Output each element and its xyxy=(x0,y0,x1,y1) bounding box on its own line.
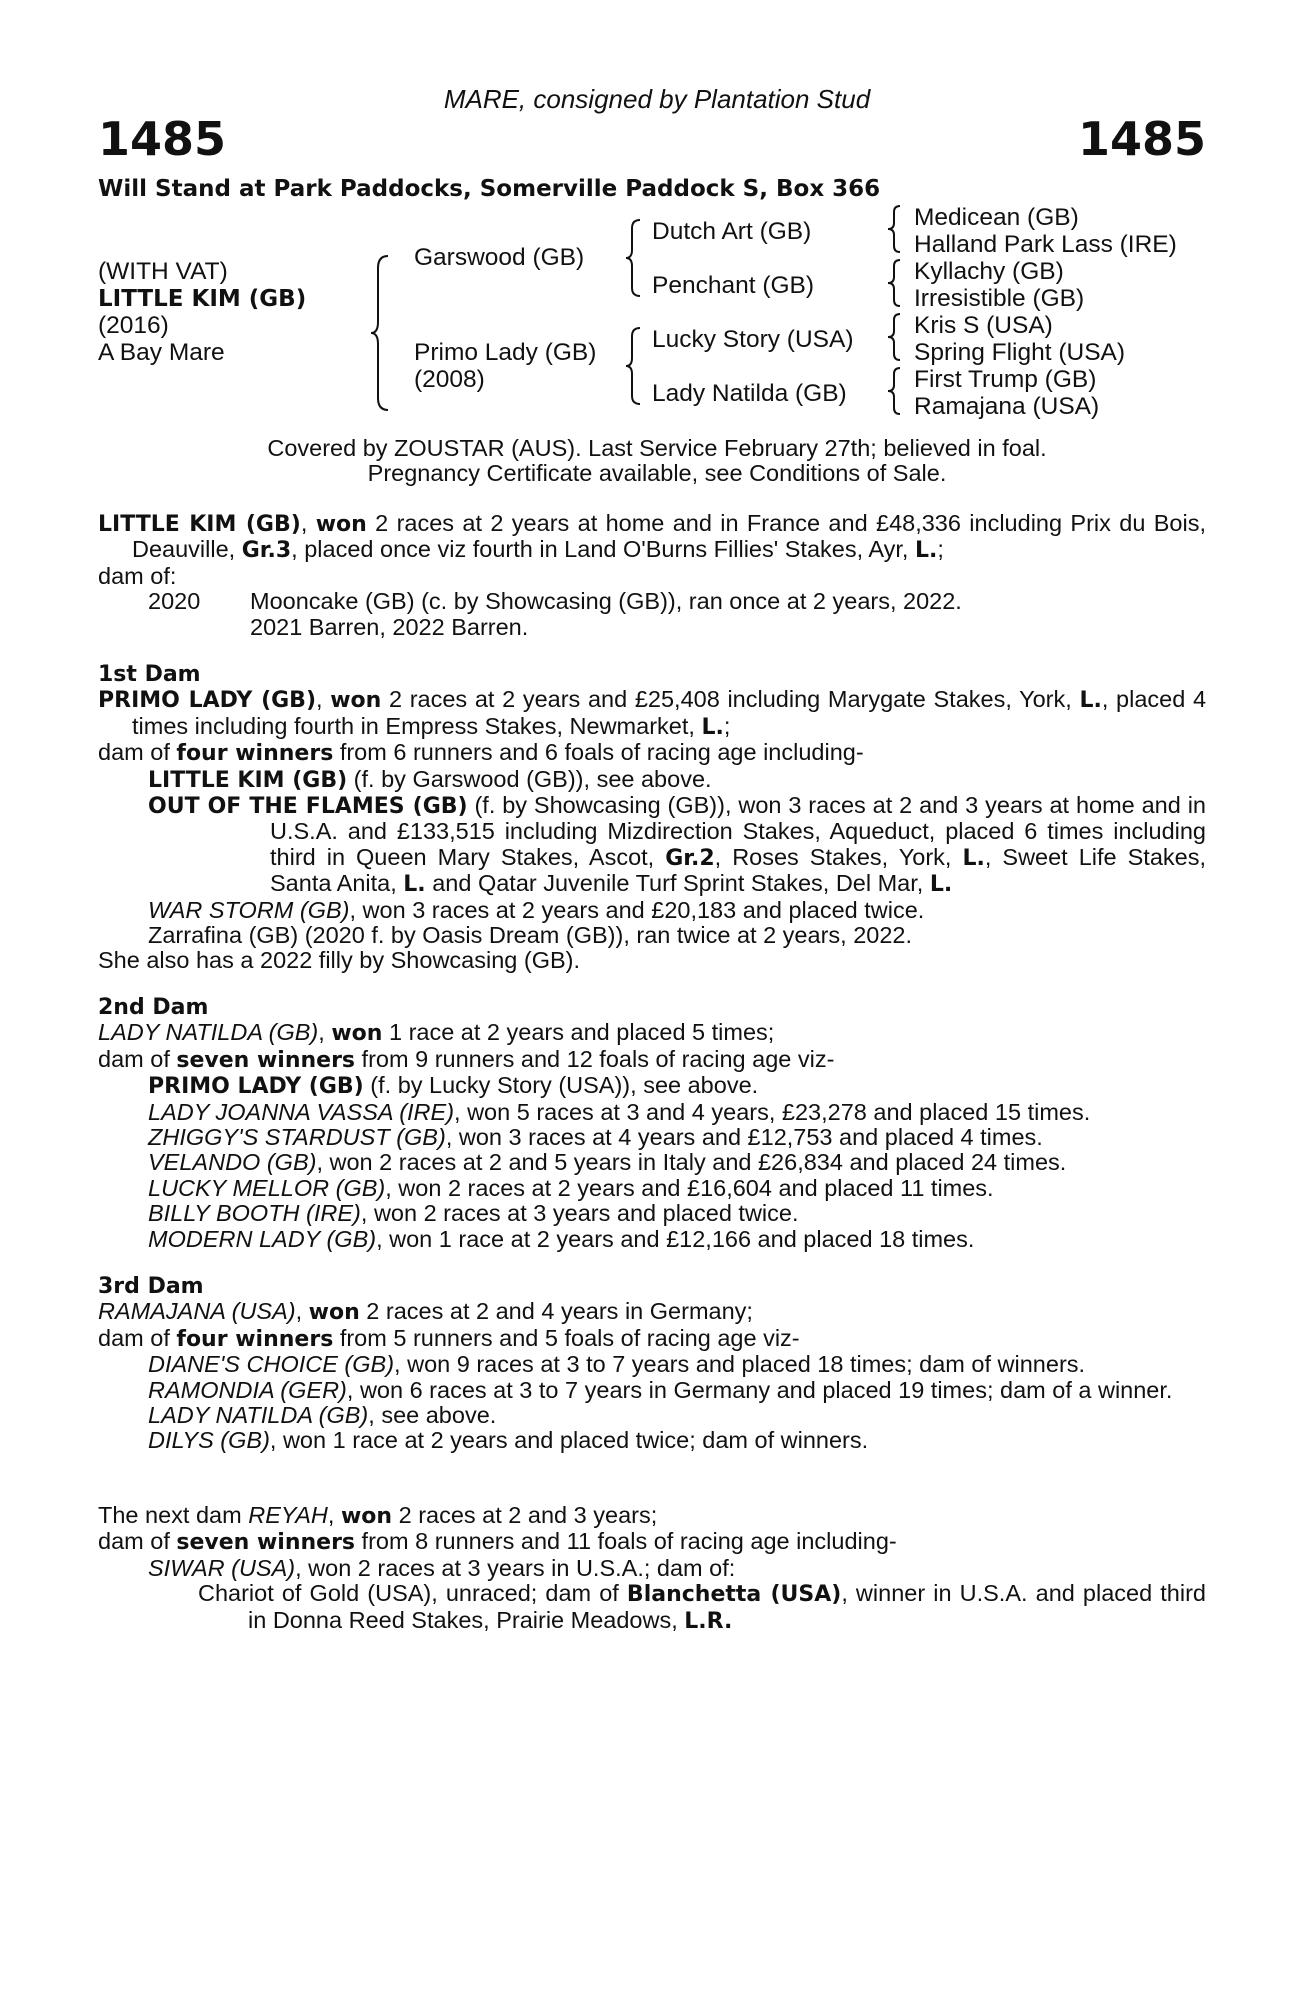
winners-count: four winners xyxy=(176,1326,334,1352)
produce-entry xyxy=(98,1176,1206,1201)
produce-entry xyxy=(98,1556,1206,1581)
produce-name: SIWAR (USA) xyxy=(148,1554,296,1581)
record-text: dam of xyxy=(98,739,177,766)
produce-2020 xyxy=(98,589,1206,614)
record-text: 1 race at 2 years and placed 5 times; xyxy=(382,1019,775,1046)
dam-name: Primo Lady (GB) xyxy=(414,339,597,366)
record-text: , placed once viz fourth in Land O'Burns Fillies' Stakes, Ayr, xyxy=(291,536,915,563)
produce-name: MODERN LADY (GB) xyxy=(148,1225,377,1252)
produce-name: BILLY BOOTH (IRE) xyxy=(148,1200,361,1227)
dam-name: RAMAJANA (USA) xyxy=(98,1298,296,1325)
stand-location: Will Stand at Park Paddocks, Somerville Paddock S, Box 366 xyxy=(98,176,881,202)
produce-entry xyxy=(98,1073,1206,1099)
produce-text: , see above. xyxy=(368,1402,497,1429)
sire-dam-dam: Irresistible (GB) xyxy=(914,285,1085,312)
sire-sire-dam: Halland Park Lass (IRE) xyxy=(914,231,1177,258)
produce-name: WAR STORM (GB) xyxy=(148,896,350,923)
produce-name: VELANDO (GB) xyxy=(148,1149,317,1176)
dam-sire-sire: Kris S (USA) xyxy=(914,312,1053,339)
produce-text: , won 2 races at 2 years and £16,604 and placed 11 times. xyxy=(385,1174,994,1201)
produce-name: RAMONDIA (GER) xyxy=(148,1376,347,1403)
listed-label: L. xyxy=(701,714,724,740)
dam-dam-dam: Ramajana (USA) xyxy=(914,393,1100,420)
produce-text: , won 2 races at 3 years in U.S.A.; dam of: xyxy=(295,1554,736,1581)
produce-entry xyxy=(98,1201,1206,1226)
produce-name: PRIMO LADY (GB) xyxy=(148,1074,364,1100)
winners-count: seven winners xyxy=(176,1047,356,1073)
record-text: from 8 runners and 11 foals of racing age including- xyxy=(355,1528,897,1555)
consigned-line: MARE, consigned by Plantation Stud xyxy=(443,84,871,114)
produce-name: LITTLE KIM (GB) xyxy=(148,767,348,793)
third-dam-record xyxy=(98,1299,1206,1325)
second-dam-produce-summary xyxy=(98,1047,1206,1073)
record-text: The next dam xyxy=(98,1502,249,1528)
record-text: 2 races at 2 and 3 years; xyxy=(392,1502,658,1528)
horse-record xyxy=(98,511,1206,640)
brace-gen1 xyxy=(368,254,392,412)
produce-entry xyxy=(98,1227,1206,1252)
brace-g3-2 xyxy=(886,258,904,308)
record-text: 2 races at 2 years and £25,408 including Marygate Stakes, York, xyxy=(381,686,1080,713)
next-dam-produce-summary xyxy=(98,1529,1206,1555)
grade-label: Gr.2 xyxy=(665,845,715,871)
produce-entry xyxy=(98,1428,1206,1453)
produce-text: and Qatar Juvenile Turf Sprint Stakes, Del Mar, xyxy=(425,870,930,897)
sire-name: Garswood (GB) xyxy=(414,244,585,271)
brace-g3-1 xyxy=(886,204,904,254)
won-label: won xyxy=(331,1021,383,1047)
produce-text: Chariot of Gold (USA), unraced; dam of xyxy=(198,1580,627,1607)
record-text: dam of xyxy=(98,1045,177,1072)
listed-label: L.R. xyxy=(684,1608,733,1634)
record-text: ; xyxy=(937,536,944,563)
dam-dam-sire: First Trump (GB) xyxy=(914,366,1097,393)
listed-label: L. xyxy=(403,872,426,898)
first-dam-produce-summary xyxy=(98,740,1206,766)
produce-entry xyxy=(98,793,1206,898)
won-label: won xyxy=(340,1504,393,1529)
dam-name: REYAH xyxy=(248,1502,328,1528)
produce-name: DIANE'S CHOICE (GB) xyxy=(148,1351,395,1378)
produce-text: , Roses Stakes, York, xyxy=(714,843,963,870)
brace-g3-4 xyxy=(886,366,904,416)
record-text: ; xyxy=(723,712,731,739)
grade-label: Gr.3 xyxy=(241,538,292,564)
produce-text: , won 2 races at 3 years and placed twice. xyxy=(360,1200,799,1227)
produce-entry xyxy=(98,767,1206,793)
produce-text: , won 3 races at 2 years and £20,183 and placed twice. xyxy=(349,896,925,923)
first-dam-record: PRIMO LADY (GB), won 2 races at 2 years and £25,408 including Marygate Stakes, York, L., placed 4 times including fourth in Empress Stakes, Newmarket, L.; xyxy=(98,686,1207,740)
listed-label: L. xyxy=(962,845,985,871)
produce-entry xyxy=(98,1100,1206,1125)
produce-year: 2020 xyxy=(148,588,201,615)
produce-entry: Zarrafina (GB) (2020 f. by Oasis Dream (GB)), ran twice at 2 years, 2022. xyxy=(148,922,913,949)
produce-name: LUCKY MELLOR (GB) xyxy=(148,1174,386,1201)
next-dam-record xyxy=(98,1503,1206,1529)
produce-entry xyxy=(98,1150,1206,1175)
cover-line-2: Pregnancy Certificate available, see Conditions of Sale. xyxy=(367,460,947,486)
produce-text: , won 1 race at 2 years and placed twice; dam of winners. xyxy=(269,1427,869,1454)
listed-label: L. xyxy=(1079,688,1102,714)
section-heading: 2nd Dam xyxy=(98,995,209,1020)
dam-of-label: dam of: xyxy=(98,562,177,589)
produce-entry xyxy=(98,1352,1206,1377)
produce-entry xyxy=(98,1125,1206,1150)
record-text: 2 races at 2 and 4 years in Germany; xyxy=(359,1298,753,1325)
record-text: from 9 runners and 12 foals of racing age viz- xyxy=(355,1045,835,1072)
second-dam-record xyxy=(98,1020,1206,1046)
dam-sire-dam: Spring Flight (USA) xyxy=(914,339,1126,366)
produce-text: , won 3 races at 4 years and £12,753 and placed 4 times. xyxy=(445,1124,1043,1151)
winners-count: four winners xyxy=(176,741,334,767)
produce-entry xyxy=(98,1581,1206,1634)
produce-text: , won 6 races at 3 to 7 years in Germany and placed 19 times; dam of a winner. xyxy=(346,1376,1173,1403)
produce-text: , Sweet Life Stakes, Santa Anita, xyxy=(270,843,1206,897)
produce-text: (f. by Lucky Story (USA)), see above. xyxy=(363,1072,759,1099)
dam-name: PRIMO LADY (GB) xyxy=(98,688,317,714)
produce-name: LADY JOANNA VASSA (IRE) xyxy=(148,1098,455,1125)
section-heading: 1st Dam xyxy=(98,662,201,687)
produce-name: OUT OF THE FLAMES (GB) xyxy=(148,794,468,820)
sire-sire: Dutch Art (GB) xyxy=(652,218,812,245)
record-text: from 6 runners and 6 foals of racing age including- xyxy=(333,739,864,766)
produce-text: , won 2 races at 2 and 5 years in Italy and £26,834 and placed 24 times. xyxy=(316,1149,1067,1176)
produce-name: LADY NATILDA (GB) xyxy=(148,1402,369,1429)
brace-g3-3 xyxy=(886,312,904,362)
horse-record-para: LITTLE KIM (GB), won 2 races at 2 years at home and in France and £48,336 including Prix du Bois, Deauville, Gr.3, placed once viz fourth in Land O'Burns Fillies' Stakes, Ayr, L.; xyxy=(98,510,1206,564)
produce-text: (f. by Showcasing (GB)), won 3 races at 2 and 3 years at home and in U.S.A. and £133,515 including Mizdirection Stakes, Aqueduct, placed 6 times including third in Queen Mary Stakes, Ascot, xyxy=(270,792,1206,870)
produce-entry-text xyxy=(148,793,1206,898)
produce-entry xyxy=(98,898,1206,923)
listed-label: L. xyxy=(929,872,953,898)
won-label: won xyxy=(315,512,367,537)
next-dam-section xyxy=(98,1503,1206,1634)
won-label: won xyxy=(308,1300,360,1326)
winners-count: seven winners xyxy=(176,1530,356,1556)
produce-text: , won 9 races at 3 to 7 years and placed 18 times; dam of winners. xyxy=(394,1351,1086,1378)
listed-label: L. xyxy=(914,538,938,564)
produce-text: , won 1 race at 2 years and £12,166 and placed 18 times. xyxy=(376,1225,975,1252)
barren-note: 2021 Barren, 2022 Barren. xyxy=(250,613,529,640)
brace-sire xyxy=(624,218,644,298)
horse-description: A Bay Mare xyxy=(98,339,225,366)
sire-dam-sire: Kyllachy (GB) xyxy=(914,258,1064,285)
record-text: , xyxy=(295,1298,309,1325)
cover-line-1: Covered by ZOUSTAR (AUS). Last Service February 27th; believed in foal. xyxy=(267,435,1047,461)
lot-number-right: 1485 xyxy=(1077,112,1206,166)
horse-record-name: LITTLE KIM (GB) xyxy=(98,512,301,537)
horse-year: (2016) xyxy=(98,312,169,339)
dam-year: (2008) xyxy=(414,366,485,393)
produce-entry xyxy=(98,1403,1206,1428)
produce-name: Blanchetta (USA) xyxy=(626,1582,842,1608)
produce-text: Mooncake (GB) (c. by Showcasing (GB)), ran once at 2 years, 2022. xyxy=(250,588,962,615)
sire-sire-sire: Medicean (GB) xyxy=(914,204,1079,231)
record-text: , xyxy=(318,1019,332,1046)
dam-dam: Lady Natilda (GB) xyxy=(652,380,847,407)
horse-name: LITTLE KIM (GB) xyxy=(98,286,307,312)
produce-text: , won 5 races at 3 and 4 years, £23,278 and placed 15 times. xyxy=(454,1098,1091,1125)
vat-note: (WITH VAT) xyxy=(98,258,228,285)
record-text: from 5 runners and 5 foals of racing age viz- xyxy=(333,1324,800,1351)
dam-sire: Lucky Story (USA) xyxy=(652,326,854,353)
produce-entry-text xyxy=(198,1581,1206,1634)
won-label: won xyxy=(330,688,382,714)
dam-name: LADY NATILDA (GB) xyxy=(98,1019,319,1046)
record-text: , xyxy=(327,1502,341,1528)
record-text: 2 races at 2 years at home and in France and £48,336 including Prix du Bois, Deauville, xyxy=(132,510,1206,563)
record-text: dam of xyxy=(98,1324,177,1351)
produce-entry-text xyxy=(148,1378,1206,1403)
record-text: , placed 4 times including fourth in Empress Stakes, Newmarket, xyxy=(132,686,1207,739)
section-heading: 3rd Dam xyxy=(98,1274,204,1299)
produce-entry xyxy=(98,1378,1206,1403)
first-dam-section xyxy=(98,662,1206,974)
third-dam-produce-summary xyxy=(98,1326,1206,1352)
lot-number-left: 1485 xyxy=(98,112,227,166)
record-text: dam of xyxy=(98,1528,177,1555)
sire-dam: Penchant (GB) xyxy=(652,272,815,299)
brace-dam xyxy=(624,326,644,406)
filly-note: She also has a 2022 filly by Showcasing (GB). xyxy=(98,947,581,974)
second-dam-section xyxy=(98,995,1206,1252)
produce-text: , winner in U.S.A. and placed third in Donna Reed Stakes, Prairie Meadows, xyxy=(248,1580,1206,1633)
produce-text: (f. by Garswood (GB)), see above. xyxy=(347,765,712,792)
produce-name: ZHIGGY'S STARDUST (GB) xyxy=(148,1124,446,1151)
produce-name: DILYS (GB) xyxy=(148,1427,270,1454)
third-dam-section xyxy=(98,1274,1206,1454)
